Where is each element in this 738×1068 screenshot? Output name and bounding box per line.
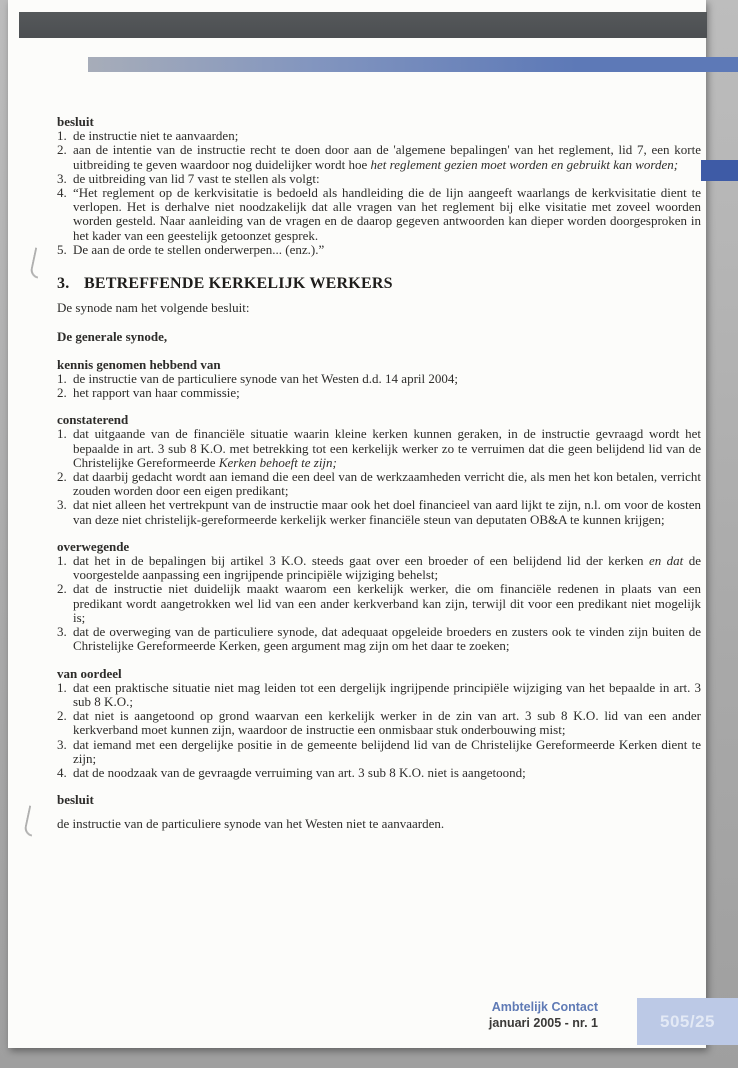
text-run: dat het in de bepalingen bij artikel 3 K.O. steeds gaat over een broeder of een belijdend lid der kerken bbox=[73, 553, 649, 569]
section-label: besluit bbox=[57, 792, 94, 808]
item-number: 1. bbox=[57, 426, 67, 442]
item-number: 2. bbox=[57, 385, 67, 401]
paragraph: De synode nam het volgende besluit: bbox=[57, 300, 250, 316]
paragraph: de instructie van de particuliere synode van het Westen niet te aanvaarden. bbox=[57, 816, 445, 832]
item-number: 3. bbox=[57, 624, 67, 640]
section-label: besluit bbox=[57, 114, 94, 129]
numbered-list bbox=[57, 129, 701, 257]
list-item bbox=[57, 681, 701, 709]
journal-title: Ambtelijk Contact bbox=[491, 1000, 598, 1014]
heading-text: BETREFFENDE KERKELIJK WERKERS bbox=[84, 275, 393, 293]
text-run: het rapport van haar commissie; bbox=[73, 385, 240, 401]
item-number: 2. bbox=[57, 469, 67, 485]
section-label: overwegende bbox=[57, 538, 130, 554]
page-footer bbox=[489, 999, 598, 1031]
text-run: De aan de orde te stellen onderwerpen... (enz.).” bbox=[73, 241, 325, 257]
document-body bbox=[57, 102, 701, 832]
numbered-list bbox=[57, 681, 701, 780]
list-item bbox=[57, 738, 701, 766]
text-run: “Het reglement op de kerkvisitatie is bedoeld als handleiding die de lijn aangeeft waarlangs de kerkvisitatie dient te verlopen. Het is derhalve niet noodzakelijk dat alle vragen van het reglement bij elke visitatie met zoveel woorden worden gesteld. Naar aanleiding van de vragen en de daarop gegeven antwoorden kan dieper worden doorgesproken in het kader van een geestelijk getoonzet gesprek. bbox=[73, 185, 701, 243]
page-number-box bbox=[637, 998, 738, 1045]
text-run: dat iemand met een dergelijke positie in de gemeente belijdend lid van de Christelijke Gereformeerde Kerken dient te zijn; bbox=[73, 736, 701, 766]
italic-run: het reglement gezien moet worden en gebruikt kan worden; bbox=[370, 156, 679, 172]
text-run: dat een praktische situatie niet mag leiden tot een dergelijk ingrijpende principiële wijziging van het bepaalde in art. 3 sub 8 K.O.; bbox=[73, 679, 701, 709]
item-number: 3. bbox=[57, 736, 67, 752]
top-bar bbox=[19, 12, 707, 38]
numbered-list bbox=[57, 372, 701, 400]
issue-line: januari 2005 - nr. 1 bbox=[488, 1016, 598, 1030]
list-item bbox=[57, 470, 701, 498]
section-label: constaterend bbox=[57, 412, 129, 428]
item-number: 1. bbox=[57, 679, 67, 695]
list-item bbox=[57, 766, 701, 780]
text-run: dat de overweging van de particuliere synode, dat adequaat opgeleide broeders en zusters ook te vinden zijn buiten de Christelijke Gereformeerde Kerken, geen argument mag zijn om het daar te zoeken; bbox=[73, 624, 701, 654]
list-item bbox=[57, 186, 701, 243]
item-number: 1. bbox=[57, 553, 67, 569]
text-run: dat niet is aangetoond op grond waarvan een kerkelijk werker in de zin van art. 3 sub 8 K.O. lid van een ander kerkverband moet kunnen zijn, waardoor de instructie een onmisbaar stuk onderbouwing mist; bbox=[73, 708, 701, 738]
section-heading bbox=[57, 277, 701, 291]
side-tab bbox=[701, 160, 738, 181]
text-run: de voorgestelde aanpassing een ingrijpende principiële wijziging behelst; bbox=[73, 553, 701, 583]
numbered-list bbox=[57, 427, 701, 526]
text-run: de instructie niet te aanvaarden; bbox=[73, 128, 239, 144]
page-number: 505/25 bbox=[660, 1011, 715, 1031]
item-number: 4. bbox=[57, 185, 67, 201]
text-run: de uitbreiding van lid 7 vast te stellen als volgt: bbox=[73, 170, 320, 186]
italic-run: en dat bbox=[648, 553, 684, 569]
section-label: van oordeel bbox=[57, 665, 122, 681]
item-number: 1. bbox=[57, 370, 67, 386]
item-number: 3. bbox=[57, 497, 67, 513]
bold-paragraph: De generale synode, bbox=[57, 329, 168, 345]
heading-number: 3. bbox=[57, 275, 70, 293]
list-item bbox=[57, 554, 701, 582]
item-number: 2. bbox=[57, 581, 67, 597]
list-item bbox=[57, 709, 701, 737]
list-item bbox=[57, 172, 701, 186]
list-item bbox=[57, 386, 701, 400]
list-item bbox=[57, 582, 701, 625]
section-label: kennis genomen hebbend van bbox=[57, 356, 221, 372]
item-number: 1. bbox=[57, 128, 67, 144]
list-item bbox=[57, 143, 701, 171]
list-item bbox=[57, 243, 701, 257]
text-run: aan de intentie van de instructie recht te doen door aan de 'algemene bepalingen' van het reglement, lid 7, een korte uitbreiding te geven waardoor nog duidelijker wordt hoe bbox=[73, 142, 701, 172]
list-item bbox=[57, 498, 701, 526]
list-item bbox=[57, 129, 701, 143]
item-number: 5. bbox=[57, 241, 67, 257]
document-page bbox=[8, 0, 706, 1048]
blue-accent-bar bbox=[88, 57, 738, 72]
list-item bbox=[57, 625, 701, 653]
item-number: 2. bbox=[57, 142, 67, 158]
item-number: 4. bbox=[57, 764, 67, 780]
text-run: dat niet alleen het vertrekpunt van de instructie maar ook het doel financieel van aard lijkt te zijn, n.l. om voor de kosten van deze niet christelijk-gereformeerde kerkelijk werker financiële steun van deputaten OB&A te kunnen krijgen; bbox=[73, 497, 701, 527]
list-item bbox=[57, 372, 701, 386]
text-run: dat uitgaande van de financiële situatie waarin kleine kerken kunnen geraken, in de instructie gevraagd wordt het bepaalde in art. 3 sub 8 K.O. met betrekking tot een kerkelijk werker zo te verruimen dat die geen belijdend lid van de Christelijke Gereformeerde bbox=[73, 426, 701, 470]
text-run: de instructie van de particuliere synode van het Westen d.d. 14 april 2004; bbox=[73, 370, 458, 386]
item-number: 3. bbox=[57, 170, 67, 186]
numbered-list bbox=[57, 554, 701, 653]
text-run: dat daarbij gedacht wordt aan iemand die een deel van de werkzaamheden verricht die, als men het kon betalen, verricht zouden worden door een eigen predikant; bbox=[73, 469, 701, 499]
text-run: dat de noodzaak van de gevraagde verruiming van art. 3 sub 8 K.O. niet is aangetoond; bbox=[73, 764, 526, 780]
list-item bbox=[57, 427, 701, 470]
italic-run: Kerken behoeft te zijn; bbox=[218, 454, 337, 470]
item-number: 2. bbox=[57, 708, 67, 724]
text-run: dat de instructie niet duidelijk maakt waarom een kerkelijk werker, die om financiële redenen in plaats van een predikant wordt aangetrokken wel lid van een ander kerkverband kan zijn, terwijl dit voor een predikant niet mogelijk is; bbox=[73, 581, 701, 625]
